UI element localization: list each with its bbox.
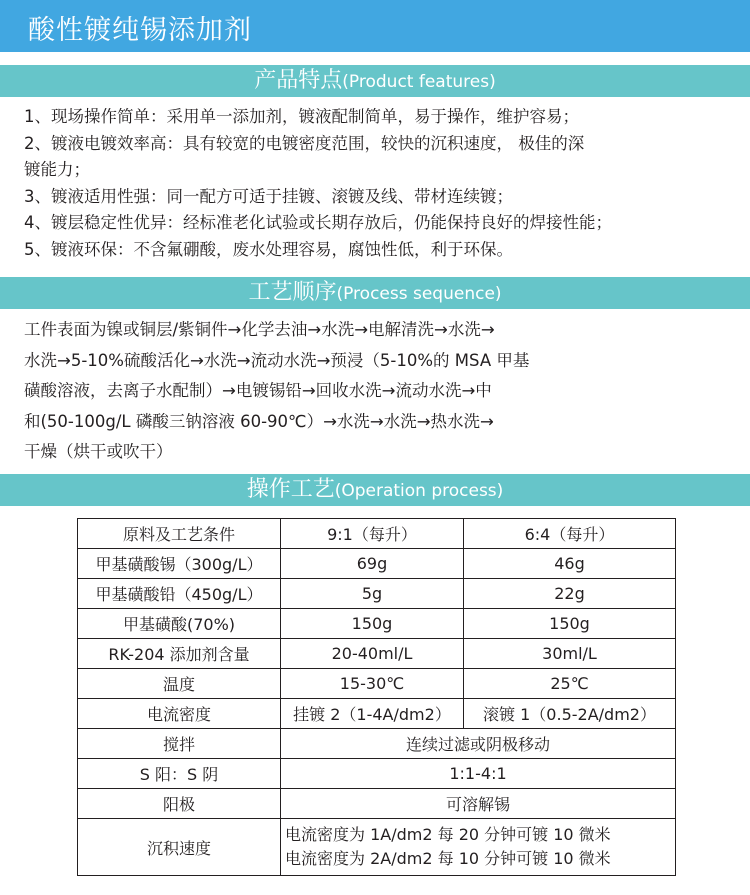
table-cell: 搅拌 xyxy=(78,729,281,759)
process-line: 磺酸溶液，去离子水配制）→电镀锡铅→回收水洗→流动水洗→中 xyxy=(24,381,492,400)
section-header-process xyxy=(0,277,750,309)
table-cell: 150g xyxy=(281,609,464,639)
operation-table xyxy=(77,518,676,876)
table-row xyxy=(78,819,676,876)
table-row xyxy=(78,579,676,609)
section-title-en: (Product features) xyxy=(342,72,496,92)
table-cell xyxy=(281,819,676,876)
section-title-cn: 工艺顺序 xyxy=(248,280,337,305)
section-title-cn: 操作工艺 xyxy=(246,477,335,502)
table-row xyxy=(78,669,676,699)
table-cell: 可溶解锡 xyxy=(281,789,676,819)
section-header-features xyxy=(0,65,750,97)
table-row xyxy=(78,759,676,789)
features-list xyxy=(24,104,744,263)
table-cell: 1:1-4:1 xyxy=(281,759,676,789)
table-cell: 连续过滤或阴极移动 xyxy=(281,729,676,759)
section-header-operation xyxy=(0,474,750,506)
process-line: 和(50-100g/L 磷酸三钠溶液 60-90℃）→水洗→水洗→热水洗→ xyxy=(24,411,494,431)
feature-item: 1、现场操作简单：采用单一添加剂，镀液配制简单，易于操作，维护容易； xyxy=(24,107,579,126)
table-row xyxy=(78,549,676,579)
feature-item: 2、镀液电镀效率高：具有较宽的电镀密度范围，较快的沉积速度， 极佳的深 xyxy=(24,133,585,153)
page-title: 酸性镀纯锡添加剂 xyxy=(28,15,252,46)
table-cell: 温度 xyxy=(78,669,281,699)
deposition-rate-line: 电流密度为 1A/dm2 每 20 分钟可镀 10 微米 xyxy=(285,825,611,844)
table-cell: 69g xyxy=(281,549,464,579)
table-header-cell: 原料及工艺条件 xyxy=(78,519,281,549)
table-cell: S 阳：S 阴 xyxy=(78,759,281,789)
table-cell: 电流密度 xyxy=(78,699,281,729)
table-cell: 阳极 xyxy=(78,789,281,819)
table-row xyxy=(78,609,676,639)
table-cell: 25℃ xyxy=(464,669,676,699)
process-line: 干燥（烘干或吹干） xyxy=(24,442,173,461)
table-cell: 甲基磺酸铅（450g/L） xyxy=(78,579,281,609)
table-cell: 挂镀 2（1-4A/dm2） xyxy=(281,699,464,729)
deposition-rate-line: 电流密度为 2A/dm2 每 10 分钟可镀 10 微米 xyxy=(285,849,611,868)
table-cell: 15-30℃ xyxy=(281,669,464,699)
table-header-cell: 9:1（每升） xyxy=(281,519,464,549)
table-cell: 30ml/L xyxy=(464,639,676,669)
feature-item: 镀能力； xyxy=(24,160,90,179)
feature-item: 4、镀层稳定性优异：经标准老化试验或长期存放后，仍能保持良好的焊接性能； xyxy=(24,213,612,232)
table-header-row xyxy=(78,519,676,549)
table-row xyxy=(78,639,676,669)
section-title-en: (Process sequence) xyxy=(336,284,502,304)
table-cell: 150g xyxy=(464,609,676,639)
table-cell: 5g xyxy=(281,579,464,609)
section-title-en: (Operation process) xyxy=(334,481,504,501)
table-cell: RK-204 添加剂含量 xyxy=(78,639,281,669)
section-title-cn: 产品特点 xyxy=(254,68,343,93)
table-cell: 甲基磺酸(70%) xyxy=(78,609,281,639)
table-header-cell: 6:4（每升） xyxy=(464,519,676,549)
table-cell: 滚镀 1（0.5-2A/dm2） xyxy=(464,699,676,729)
table-cell: 20-40ml/L xyxy=(281,639,464,669)
top-banner xyxy=(0,0,750,52)
table-cell: 46g xyxy=(464,549,676,579)
table-row xyxy=(78,729,676,759)
table-cell: 甲基磺酸锡（300g/L） xyxy=(78,549,281,579)
table-cell: 沉积速度 xyxy=(78,819,281,876)
feature-item: 5、镀液环保：不含氟硼酸，废水处理容易，腐蚀性低，利于环保。 xyxy=(24,239,513,259)
table-row xyxy=(78,789,676,819)
process-sequence xyxy=(24,315,744,468)
table-cell: 22g xyxy=(464,579,676,609)
feature-item: 3、镀液适用性强：同一配方可适于挂镀、滚镀及线、带材连续镀； xyxy=(24,186,513,206)
process-line: 工件表面为镍或铜层/紫铜件→化学去油→水洗→电解清洗→水洗→ xyxy=(24,320,495,339)
table-row xyxy=(78,699,676,729)
process-line: 水洗→5-10%硫酸活化→水洗→流动水洗→预浸（5-10%的 MSA 甲基 xyxy=(24,350,530,370)
